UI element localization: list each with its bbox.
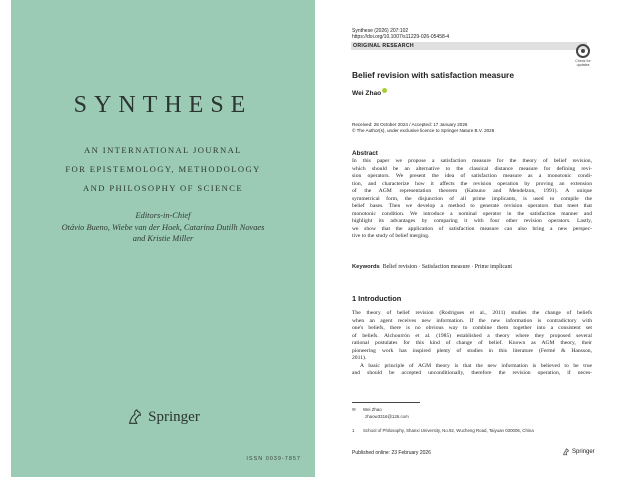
abstract-line: which should be an alternative to the classical distance measure for defining revi-: [352, 165, 592, 172]
check-updates-label: Check for updates: [575, 59, 591, 67]
springer-footer-logo: Springer: [562, 448, 595, 456]
section-band: [351, 42, 587, 50]
editors-heading: Editors-in-Chief: [135, 211, 191, 220]
intro-line: one's beliefs, there is no obvious way to combine them together into a consistent set: [352, 325, 592, 331]
journal-cover: [11, 0, 315, 477]
envelope-icon: ✉: [352, 407, 356, 412]
cover-subtitle-line: FOR EPISTEMOLOGY, METHODOLOGY: [65, 164, 261, 174]
received-dates: Received: 28 October 2024 / Accepted: 17 January 2026: [352, 122, 468, 127]
abstract-line: monotonic condition. We introduce a nominal operator in the satisfaction manner and: [352, 210, 592, 217]
article-title: Belief revision with satisfaction measure: [352, 70, 514, 80]
intro-line: and should be accepted unconditionally, therefore the revision operation, if neces-: [352, 370, 592, 376]
keywords-line: [352, 264, 512, 270]
author-name: Wei Zhao: [352, 90, 382, 97]
intro-line: rational postulates for this kind of change of belief. Known as AGM theory, their: [352, 340, 592, 346]
cover-issn: ISSN 0039-7857: [246, 456, 301, 462]
intro-line: A basic principle of AGM theory is that the new information is believed to be true: [360, 362, 592, 369]
intro-line: when an agent receives new information. If the new information is contradictory with: [352, 317, 592, 324]
footnote-author: ✉ Wei Zhao: [352, 407, 382, 412]
abstract-line: tion, and characterize how it affects the revision operation by proving an extension: [352, 180, 592, 187]
abstract-line: In this paper we propose a satisfaction measure for the theory of belief revision,: [352, 158, 592, 164]
abstract-line: of the AGM representation theorem (Katsuno and Mendelzon, 1991). A unique: [352, 188, 592, 194]
intro-line: of beliefs. Alchourrón et al. (1985) established a theory where they proposed several: [352, 332, 592, 339]
article-page: [332, 0, 630, 481]
intro-line: 2011).: [352, 355, 367, 361]
keywords-list: Belief revision · Satisfaction measure · Prime implicant: [382, 264, 512, 270]
editors-line: and Kristie Miller: [132, 234, 194, 243]
intro-line: The theory of belief revision (Rodrigues et al., 2011) studies the change of beliefs: [352, 310, 592, 316]
footnote-rule: [352, 402, 420, 403]
abstract-line: belief bases. Then we develop a method to generate revision operators that meet that: [352, 203, 592, 209]
author-line: [352, 88, 387, 97]
abstract-text: [352, 158, 592, 241]
springer-horse-icon: [562, 448, 570, 456]
author-email[interactable]: zhaow3316@126.com: [365, 414, 409, 419]
cover-subtitle-line: AN INTERNATIONAL JOURNAL: [84, 145, 242, 155]
section-label: ORIGINAL RESEARCH: [353, 43, 414, 49]
section-heading-introduction: 1 Introduction: [352, 294, 402, 303]
abstract-line: we show that the application of satisfaction measure can also bring a new perspec-: [352, 225, 592, 232]
abstract-line: symmetrical form, the disjunction of all prime implicants, is used to compile the: [352, 195, 592, 202]
cover-editors: [21, 210, 305, 245]
springer-horse-icon: [126, 408, 144, 426]
cover-title: SYNTHESE: [73, 92, 253, 118]
abstract-line: highlight its advantages by comparing it with four other revision operators. Lastly,: [352, 218, 592, 224]
intro-line: pioneering work has inspired plenty of studies in this literature (Fermé & Hansson,: [352, 347, 592, 354]
affiliation-footnote: 1 School of Philosophy, Shanxi University, No.92, Wucheng Road, Taiyuan 030006, China: [352, 428, 534, 433]
introduction-text: [352, 310, 592, 378]
editors-line: Otávio Bueno, Wiebe van der Hoek, Catarina Dutilh Novaes: [61, 222, 265, 232]
abstract-line: tive to the study of belief merging.: [352, 233, 430, 239]
cover-publisher-logo: [11, 408, 315, 426]
copyright-line: © The Author(s), under exclusive licence to Springer Nature B.V. 2026: [352, 128, 495, 133]
orcid-icon[interactable]: [382, 88, 387, 93]
check-updates-icon: [576, 44, 590, 58]
keywords-label: Keywords: [352, 264, 380, 270]
cover-publisher-name: Springer: [148, 408, 200, 425]
cover-subtitle-line: AND PHILOSOPHY OF SCIENCE: [82, 183, 244, 193]
abstract-heading: Abstract: [352, 150, 378, 157]
published-online: Published online: 23 February 2026: [352, 450, 431, 456]
journal-citation: Synthese (2026) 207:102: [352, 28, 409, 34]
abstract-line: sion operators. We present the idea of satisfaction measure as a monotonic condi-: [352, 173, 592, 179]
check-for-updates-badge[interactable]: [569, 44, 597, 67]
doi-link[interactable]: https://doi.org/10.1007/s11229-026-05458-4: [352, 34, 450, 40]
